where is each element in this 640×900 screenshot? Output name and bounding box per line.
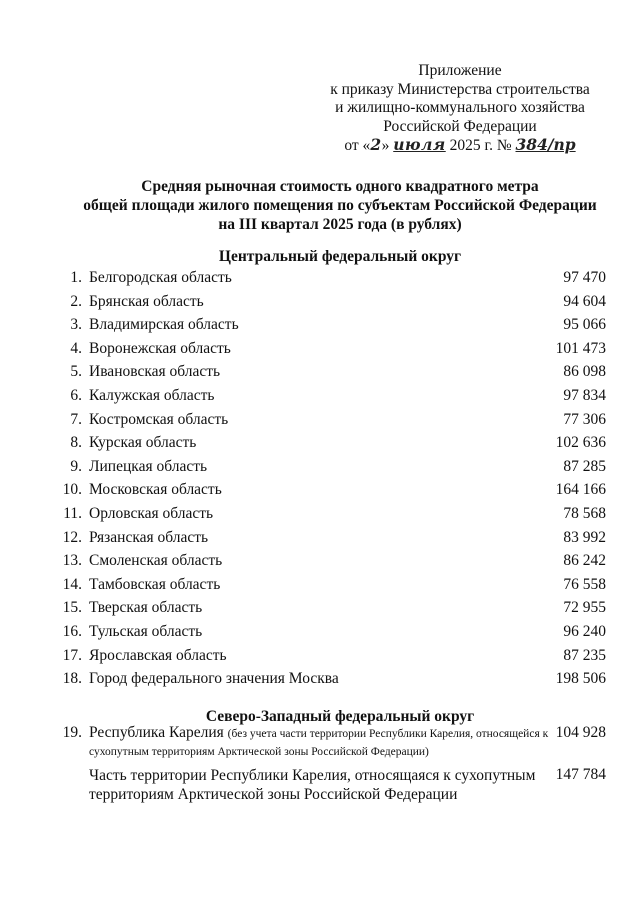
handwritten-day: 2 bbox=[370, 135, 382, 154]
handwritten-order-number: 384/пр bbox=[515, 135, 576, 154]
region-name: Белгородская область bbox=[89, 269, 232, 286]
order-ministry-line-2: и жилищно-коммунального хозяйства bbox=[335, 99, 585, 116]
price-value: 164 166 bbox=[555, 481, 606, 499]
region-name: Республика Карелия bbox=[89, 724, 224, 741]
title-line-3: на III квартал 2025 года (в рублях) bbox=[218, 216, 462, 233]
price-value: 95 066 bbox=[563, 316, 606, 334]
table-row bbox=[0, 266, 640, 290]
row-number: 19. bbox=[62, 724, 82, 741]
appendix-header bbox=[300, 62, 620, 156]
region-name-with-note bbox=[89, 724, 549, 760]
table-row bbox=[0, 549, 640, 573]
table-row bbox=[0, 290, 640, 314]
date-mid: » bbox=[381, 137, 394, 154]
table-row bbox=[0, 620, 640, 644]
subrow-price-value: 147 784 bbox=[555, 766, 606, 783]
row-number: 8. bbox=[70, 434, 82, 452]
row-number: 7. bbox=[70, 410, 82, 428]
price-value: 86 242 bbox=[563, 552, 606, 570]
district-heading-northwest: Северо-Западный федеральный округ bbox=[205, 708, 475, 725]
row-number: 15. bbox=[62, 599, 82, 617]
row-number: 10. bbox=[62, 481, 82, 499]
table-row bbox=[0, 337, 640, 361]
price-value: 104 928 bbox=[555, 724, 606, 741]
region-name: Тульская область bbox=[89, 622, 203, 640]
row-number: 1. bbox=[70, 269, 82, 286]
region-name: Воронежская область bbox=[89, 339, 231, 357]
row-number: 5. bbox=[70, 363, 82, 381]
price-value: 77 306 bbox=[563, 410, 606, 428]
table-row bbox=[0, 431, 640, 455]
row-number: 2. bbox=[70, 292, 82, 310]
row-number: 16. bbox=[62, 622, 82, 640]
table-row bbox=[0, 502, 640, 526]
row-number: 6. bbox=[70, 386, 82, 404]
region-name: Ивановская область bbox=[89, 363, 221, 381]
region-name: Орловская область bbox=[89, 504, 214, 522]
central-district-table bbox=[0, 266, 640, 691]
row-number: 17. bbox=[62, 646, 82, 664]
table-row bbox=[0, 573, 640, 597]
region-note: (без учета части территории Республики Карелия, относящейся к сухопутным территориям Арктической зоны Российской Федерации) bbox=[89, 728, 549, 758]
price-value: 76 558 bbox=[563, 575, 606, 593]
region-name: Тверская область bbox=[89, 599, 203, 617]
region-name: Московская область bbox=[89, 481, 222, 499]
table-row bbox=[0, 455, 640, 479]
row-number: 11. bbox=[63, 504, 82, 522]
table-row bbox=[0, 360, 640, 384]
price-value: 96 240 bbox=[563, 622, 606, 640]
row-number: 9. bbox=[70, 457, 82, 475]
order-date-line bbox=[300, 136, 620, 156]
appendix-label: Приложение bbox=[418, 62, 502, 79]
region-name: Калужская область bbox=[89, 386, 215, 404]
district-heading-central: Центральный федеральный округ bbox=[218, 248, 462, 265]
table-row bbox=[0, 596, 640, 620]
table-row bbox=[0, 667, 640, 691]
row-number: 4. bbox=[70, 339, 82, 357]
table-row bbox=[0, 526, 640, 550]
region-name: Смоленская область bbox=[89, 552, 223, 570]
price-value: 83 992 bbox=[563, 528, 606, 546]
row-number: 3. bbox=[70, 316, 82, 334]
table-row bbox=[0, 313, 640, 337]
title-line-2: общей площади жилого помещения по субъектам Российской Федерации bbox=[83, 197, 597, 214]
region-name: Владимирская область bbox=[89, 316, 239, 334]
price-value: 87 285 bbox=[563, 457, 606, 475]
price-value: 87 235 bbox=[563, 646, 606, 664]
region-name: Липецкая область bbox=[89, 457, 208, 475]
date-year: 2025 г. № bbox=[445, 137, 516, 154]
region-name: Ярославская область bbox=[89, 646, 227, 664]
region-name: Курская область bbox=[89, 434, 197, 452]
row-number: 12. bbox=[62, 528, 82, 546]
document-title bbox=[40, 177, 640, 234]
region-name: Костромская область bbox=[89, 410, 229, 428]
region-name: Рязанская область bbox=[89, 528, 209, 546]
price-value: 78 568 bbox=[563, 504, 606, 522]
table-row bbox=[0, 384, 640, 408]
table-row bbox=[0, 408, 640, 432]
row-number: 13. bbox=[62, 552, 82, 570]
title-line-1: Средняя рыночная стоимость одного квадратного метра bbox=[141, 178, 539, 195]
date-prefix: от « bbox=[344, 137, 371, 154]
price-value: 101 473 bbox=[555, 339, 606, 357]
subrow-name: Часть территории Республики Карелия, относящаяся к сухопутным территориям Арктической зоны Российской Федерации bbox=[89, 767, 536, 803]
region-name: Тамбовская область bbox=[89, 575, 221, 593]
region-name: Брянская область bbox=[89, 292, 204, 310]
table-row bbox=[0, 478, 640, 502]
row-number: 14. bbox=[62, 575, 82, 593]
price-value: 97 470 bbox=[563, 269, 606, 286]
row-number: 18. bbox=[62, 670, 82, 688]
price-value: 102 636 bbox=[555, 434, 606, 452]
region-name: Город федерального значения Москва bbox=[89, 670, 339, 688]
price-value: 86 098 bbox=[563, 363, 606, 381]
price-value: 97 834 bbox=[563, 386, 606, 404]
price-value: 72 955 bbox=[563, 599, 606, 617]
order-country-line: Российской Федерации bbox=[383, 117, 537, 135]
handwritten-month: июля bbox=[393, 135, 446, 154]
table-row bbox=[0, 644, 640, 668]
order-ministry-line: к приказу Министерства строительства bbox=[330, 80, 590, 98]
price-value: 94 604 bbox=[563, 292, 606, 310]
price-value: 198 506 bbox=[555, 670, 606, 688]
